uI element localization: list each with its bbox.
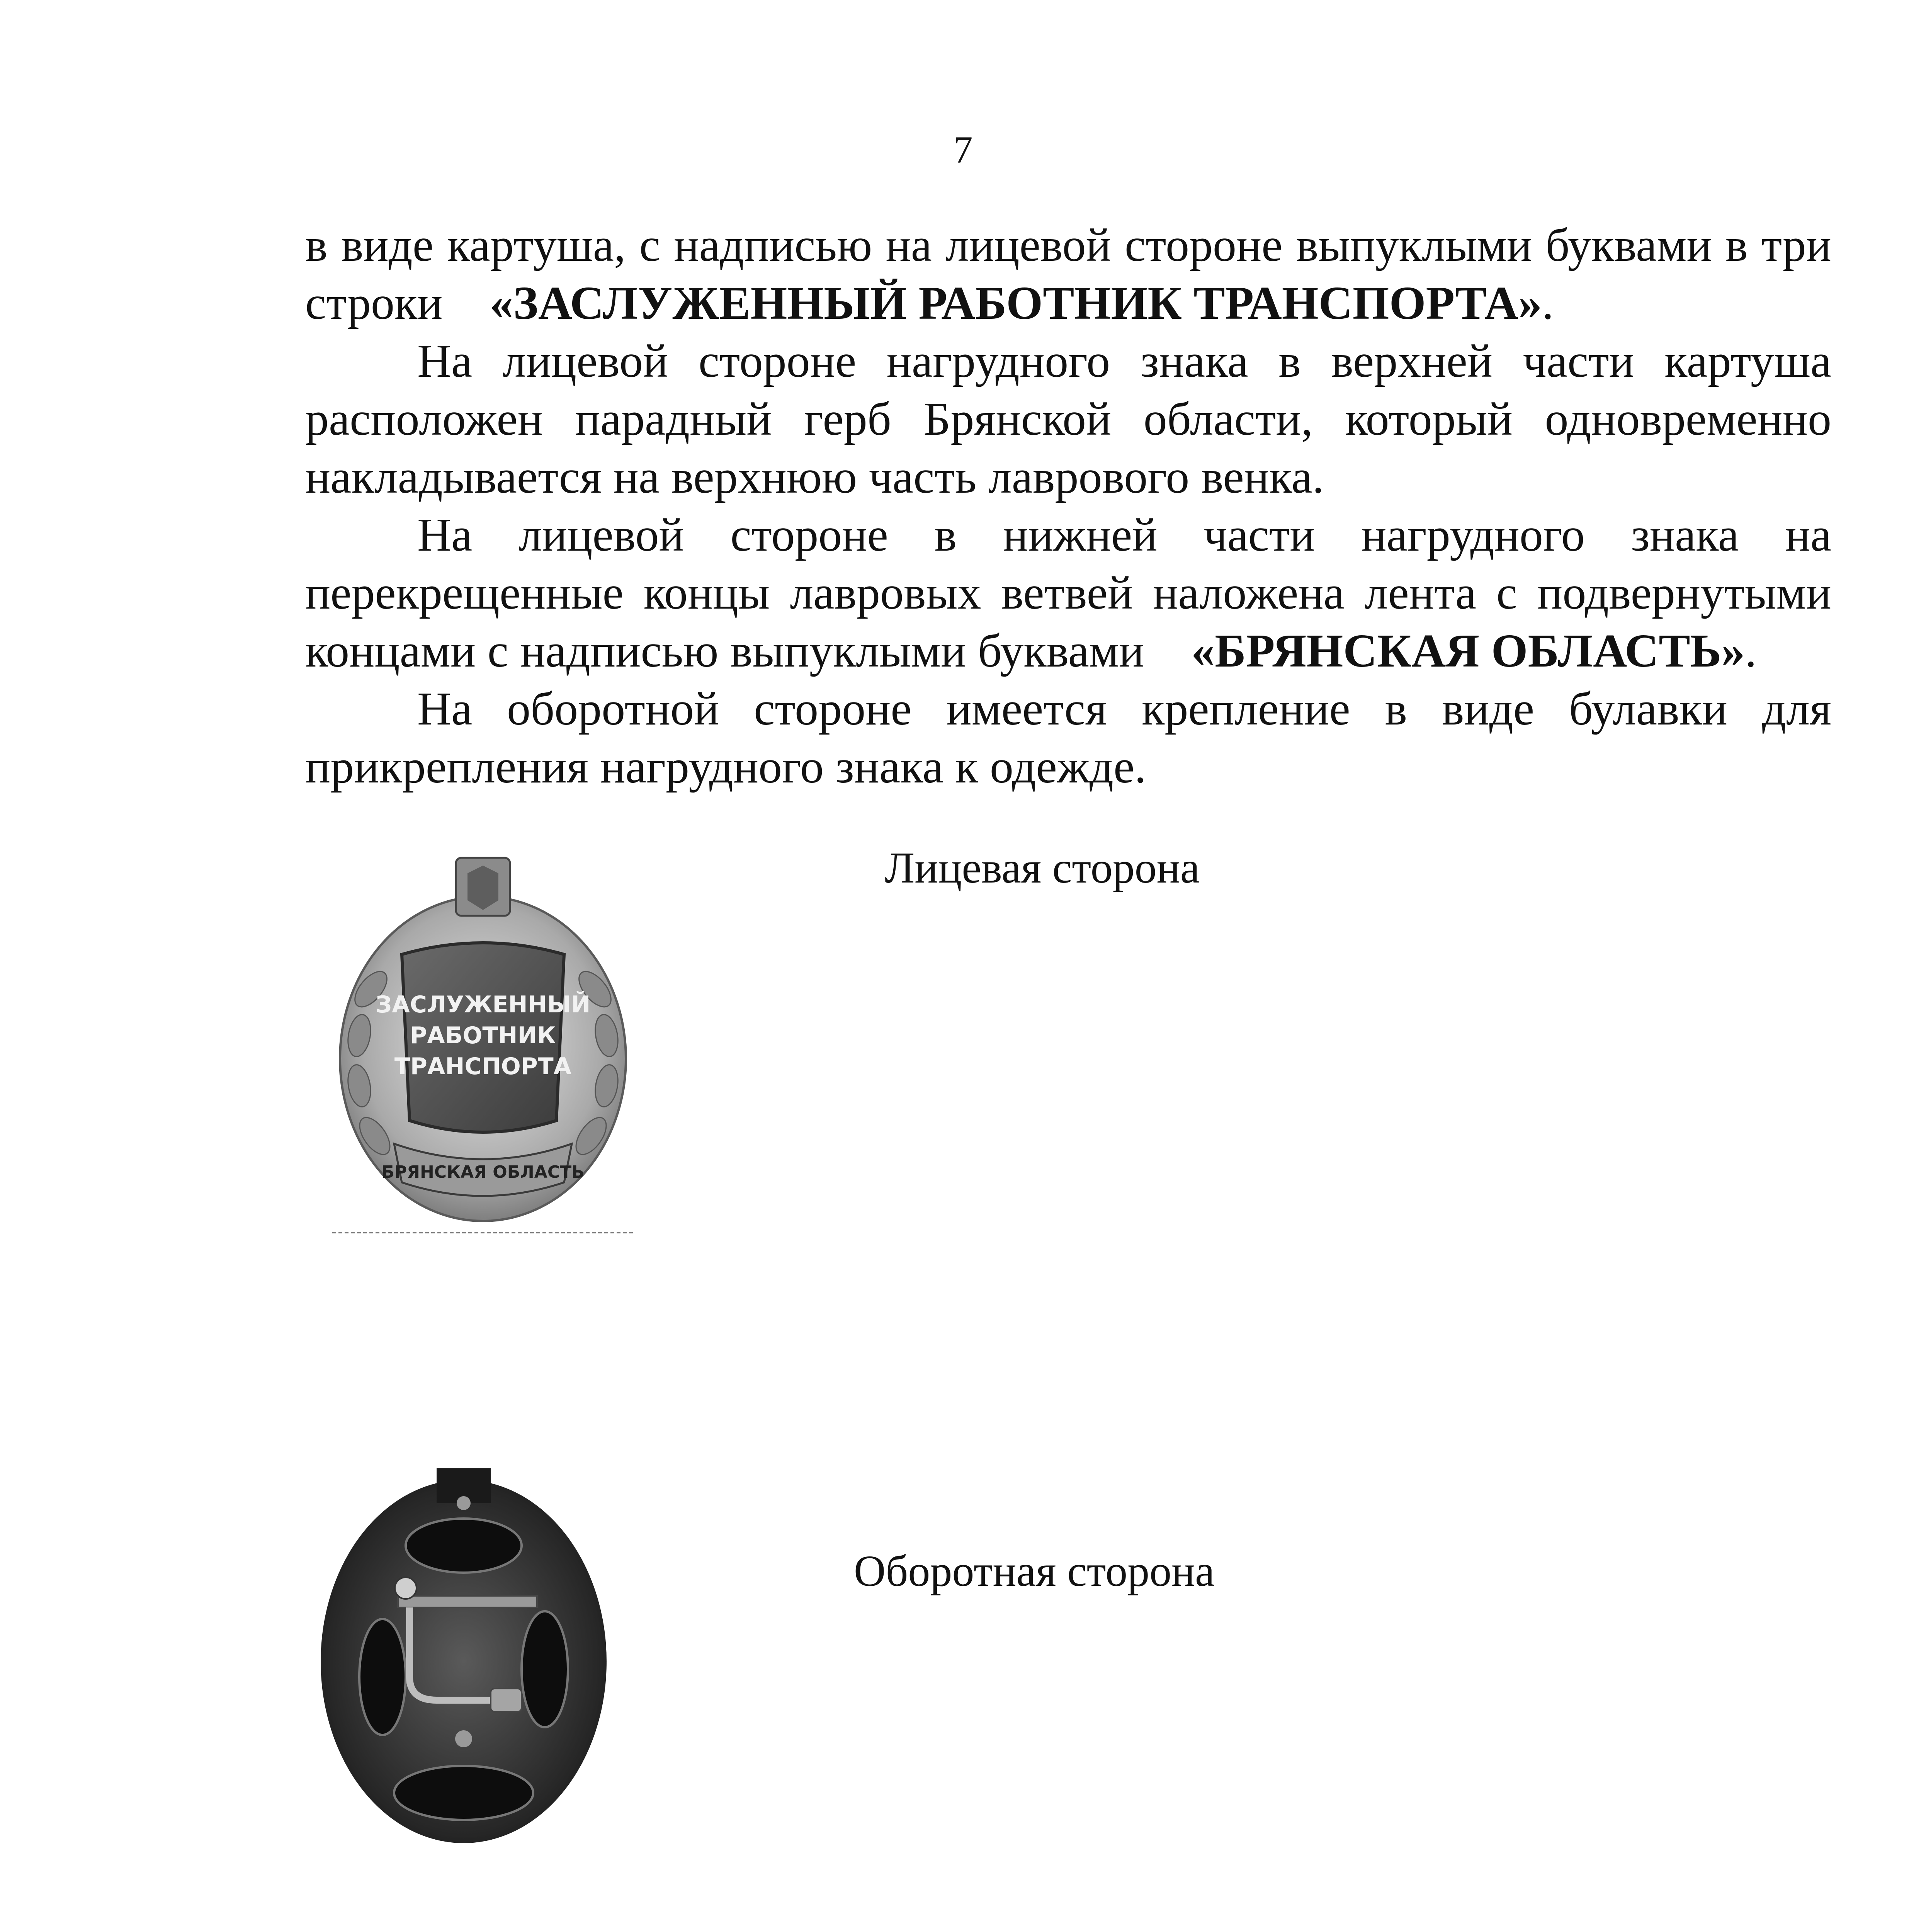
badge-inscription-line: РАБОТНИК [410, 1022, 556, 1049]
page-number: 7 [953, 128, 973, 171]
bold-title: «ЗАСЛУЖЕННЫЙ РАБОТНИК ТРАНСПОРТА» [490, 277, 1542, 329]
badge-inscription-line: ТРАНСПОРТА [394, 1053, 572, 1080]
paragraph-3 [305, 506, 1831, 680]
text-line: На лицевой стороне нагрудного знака в верхней части картуша [417, 335, 1831, 387]
back-side-caption: Оборотная сторона [854, 1546, 1215, 1595]
text-line: прикрепления нагрудного знака к одежде. [305, 741, 1146, 793]
text-line: концами с надписью выпуклыми буквами «БРЯНСКАЯ ОБЛАСТЬ». [305, 625, 1757, 677]
paragraph-2 [305, 332, 1831, 506]
text-line: накладывается на верхнюю часть лаврового венка. [305, 451, 1324, 503]
text-line: в виде картуша, с надписью на лицевой стороне выпуклыми буквами в три [305, 219, 1831, 271]
back-badge-image [309, 1461, 618, 1851]
badge-ribbon-text: БРЯНСКАЯ ОБЛАСТЬ [381, 1162, 585, 1182]
front-side-caption: Лицевая сторона [885, 843, 1200, 892]
text-line: расположен парадный герб Брянской области, который одновременно [305, 393, 1831, 445]
text-line: На оборотной стороне имеется крепление в виде булавки для [417, 683, 1831, 735]
text-line: перекрещенные концы лавровых ветвей наложена лента с подвернутыми [305, 567, 1831, 619]
text-line: строки «ЗАСЛУЖЕННЫЙ РАБОТНИК ТРАНСПОРТА». [305, 277, 1554, 329]
paragraph-4 [305, 680, 1831, 796]
badge-inscription-line: ЗАСЛУЖЕННЫЙ [375, 991, 591, 1018]
front-badge-image [328, 842, 637, 1236]
text-line: На лицевой стороне в нижней части нагрудного знака на [417, 509, 1831, 561]
bold-title: «БРЯНСКАЯ ОБЛАСТЬ» [1191, 625, 1745, 677]
paragraph-1 [305, 216, 1831, 332]
